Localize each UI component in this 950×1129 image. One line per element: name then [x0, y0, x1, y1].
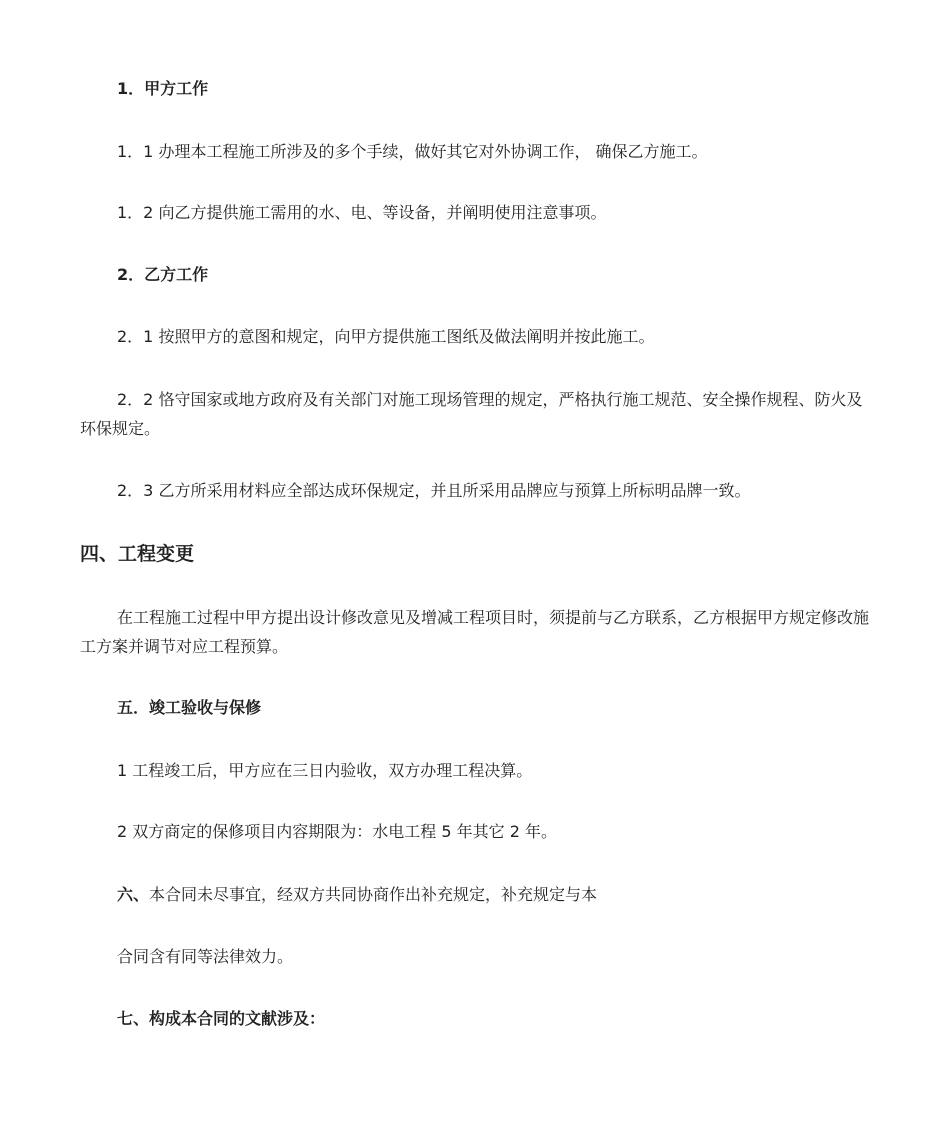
party-b-item-3: 2．3 乙方所采用材料应全部达成环保规定，并且所采用品牌应与预算上所标明品牌一致。	[117, 481, 751, 500]
documents-title: 七、构成本合同的文献涉及：	[117, 1009, 326, 1028]
misc-clause-number: 六、	[117, 885, 150, 904]
change-paragraph: 在工程施工过程中甲方提出设计修改意见及增减工程项目时，须提前与乙方联系，乙方根据甲方规定修改施工方案并调节对应工程预算。	[80, 608, 870, 656]
acceptance-title: 五．竣工验收与保修	[117, 698, 262, 717]
party-a-title: 1．甲方工作	[117, 79, 209, 98]
party-b-item-1: 2．1 按照甲方的意图和规定，向甲方提供施工图纸及做法阐明并按此施工。	[117, 327, 655, 346]
change-heading: 四、工程变更	[80, 543, 195, 565]
acceptance-item-2: 2 双方商定的保修项目内容期限为：水电工程 5 年其它 2 年。	[117, 822, 557, 841]
misc-clause	[117, 885, 597, 905]
party-a-item-1: 1．1 办理本工程施工所涉及的多个手续，做好其它对外协调工作， 确保乙方施工。	[117, 142, 708, 161]
acceptance-item-1: 1 工程竣工后，甲方应在三日内验收，双方办理工程决算。	[117, 761, 533, 780]
misc-clause-continuation: 合同含有同等法律效力。	[117, 947, 294, 966]
party-a-item-2: 1．2 向乙方提供施工需用的水、电、等设备，并阐明使用注意事项。	[117, 203, 607, 222]
party-b-title: 2．乙方工作	[117, 265, 209, 284]
misc-clause-text: 本合同未尽事宜，经双方共同协商作出补充规定，补充规定与本	[149, 885, 598, 904]
party-b-item-2: 2．2 恪守国家或地方政府及有关部门对施工现场管理的规定，严格执行施工规范、安全操作规程、防火及环保规定。	[80, 390, 863, 438]
